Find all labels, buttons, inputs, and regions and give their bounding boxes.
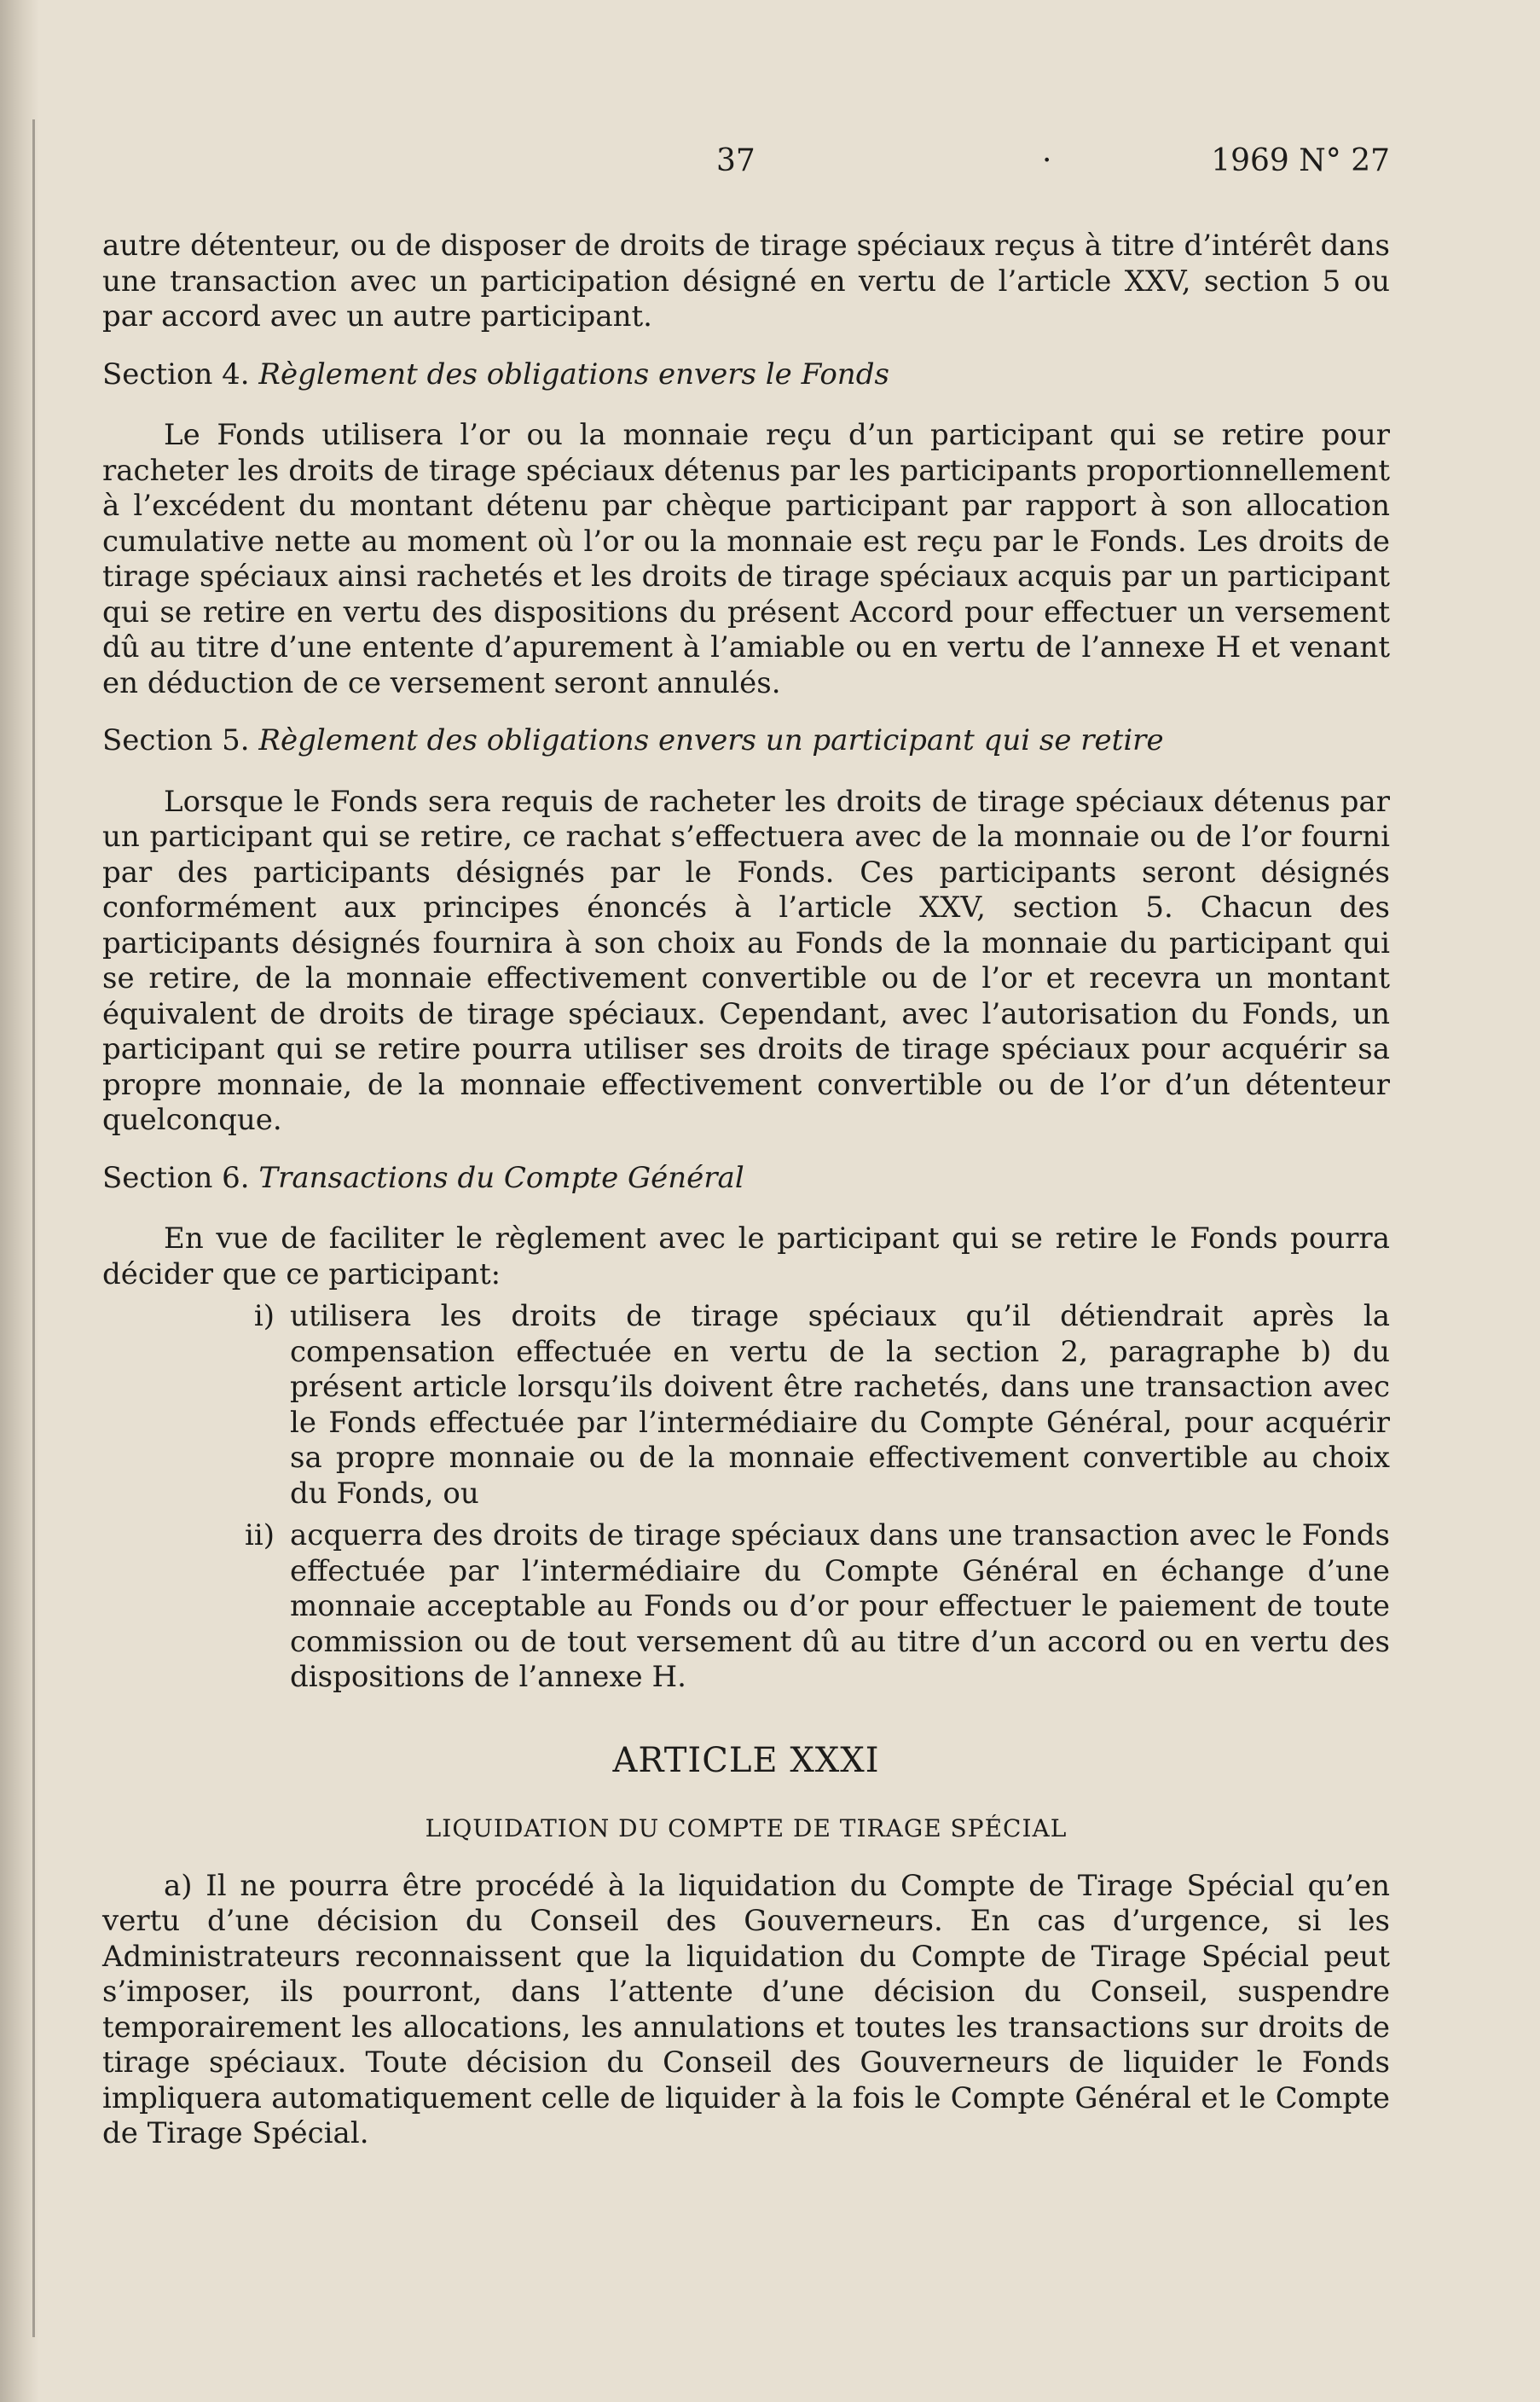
section-4-title: Règlement des obligations envers le Fonds — [258, 357, 889, 392]
section-6-heading — [102, 1161, 1390, 1197]
section-5-title: Règlement des obligations envers un participant qui se retire — [258, 723, 1164, 757]
article-heading: ARTICLE XXXI — [612, 1740, 880, 1780]
continuation-paragraph: autre détenteur, ou de disposer de droits de tirage spéciaux reçus à titre d’intérêt dans une transaction avec un participation désigné en vertu de l’article XXV, section 5 ou par accord avec un autre participant. — [102, 229, 1390, 334]
page-content — [102, 128, 1390, 2152]
section-5-number: Section 5. — [102, 723, 250, 757]
list-item-label: ii) — [244, 1518, 275, 1552]
list-item-text: utilisera les droits de tirage spéciaux qu’il détiendrait après la compensation effectuée en vertu de la section 2, paragraphe b) du présent article lorsqu’ils doivent être rachetés, dans une transaction avec le Fonds effectuée par l’intermédiaire du Compte Général, pour acquérir sa propre monnaie ou de la monnaie effectivement convertible au choix du Fonds, ou — [290, 1299, 1390, 1511]
page-number: 37 — [716, 143, 756, 178]
section-4-heading — [102, 357, 1390, 393]
section-5-heading — [102, 723, 1390, 759]
list-item-ii — [102, 1518, 1390, 1696]
list-item-text: acquerra des droits de tirage spéciaux dans une transaction avec le Fonds effectuée par l’intermédiaire du Compte Général en échange d’une monnaie acceptable au Fonds ou d’or pour effectuer le paiement de toute commission ou de tout versement dû au titre d’un accord ou en vertu des dispositions de l’annexe H. — [290, 1518, 1390, 1694]
binding-edge — [32, 119, 35, 2337]
header-dot: · — [1042, 143, 1052, 178]
section-4-number: Section 4. — [102, 357, 250, 392]
document-reference: 1969 N° 27 — [1211, 143, 1390, 178]
article-subtitle: LIQUIDATION DU COMPTE DE TIRAGE SPÉCIAL — [425, 1814, 1068, 1842]
list-item-label: i) — [253, 1299, 275, 1333]
section-6-paragraph: En vue de faciliter le règlement avec le participant qui se retire le Fonds pourra décider que ce participant: — [102, 1221, 1390, 1291]
article-paragraph-a: a) Il ne pourra être procédé à la liquidation du Compte de Tirage Spécial qu’en vertu d’une décision du Conseil des Gouverneurs. En cas d’urgence, si les Administrateurs reconnaissent que la liquidation du Compte de Tirage Spécial peut s’imposer, ils pourront, dans l’attente d’une décision du Conseil, suspendre temporairement les allocations, les annulations et toutes les transactions sur droits de tirage spéciaux. Toute décision du Conseil des Gouverneurs de liquider le Fonds impliquera automatiquement celle de liquider à la fois le Compte Général et le Compte de Tirage Spécial. — [102, 1868, 1390, 2150]
section-6-title: Transactions du Compte Général — [258, 1160, 744, 1195]
section-6-number: Section 6. — [102, 1160, 250, 1195]
running-header — [102, 128, 1390, 179]
section-5-paragraph: Lorsque le Fonds sera requis de racheter les droits de tirage spéciaux détenus par un participant qui se retire, ce rachat s’effectuera avec de la monnaie ou de l’or fourni par des participants désignés par le Fonds. Ces participants seront désignés conformément aux principes énoncés à l’article XXV, section 5. Chacun des participants désignés fournira à son choix au Fonds de la monnaie du participant qui se retire, de la monnaie effectivement convertible ou de l’or et recevra un montant équivalent de droits de tirage spéciaux. Cependant, avec l’autorisation du Fonds, un participant qui se retire pourra utiliser ses droits de tirage spéciaux pour acquérir sa propre monnaie, de la monnaie effectivement convertible ou de l’or d’un détenteur quelconque. — [102, 784, 1390, 1137]
section-4-paragraph: Le Fonds utilisera l’or ou la monnaie reçu d’un participant qui se retire pour racheter les droits de tirage spéciaux détenus par les participants proportionnellement à l’excédent du montant détenu par chèque participant par rapport à son allocation cumulative nette au moment où l’or ou la monnaie est reçu par le Fonds. Les droits de tirage spéciaux ainsi rachetés et les droits de tirage spéciaux acquis par un participant qui se retire en vertu des dispositions du présent Accord pour effectuer un versement dû au titre d’une entente d’apurement à l’amiable ou en vertu de l’annexe H et venant en déduction de ce versement seront annulés. — [102, 418, 1390, 700]
list-item-i — [102, 1299, 1390, 1511]
